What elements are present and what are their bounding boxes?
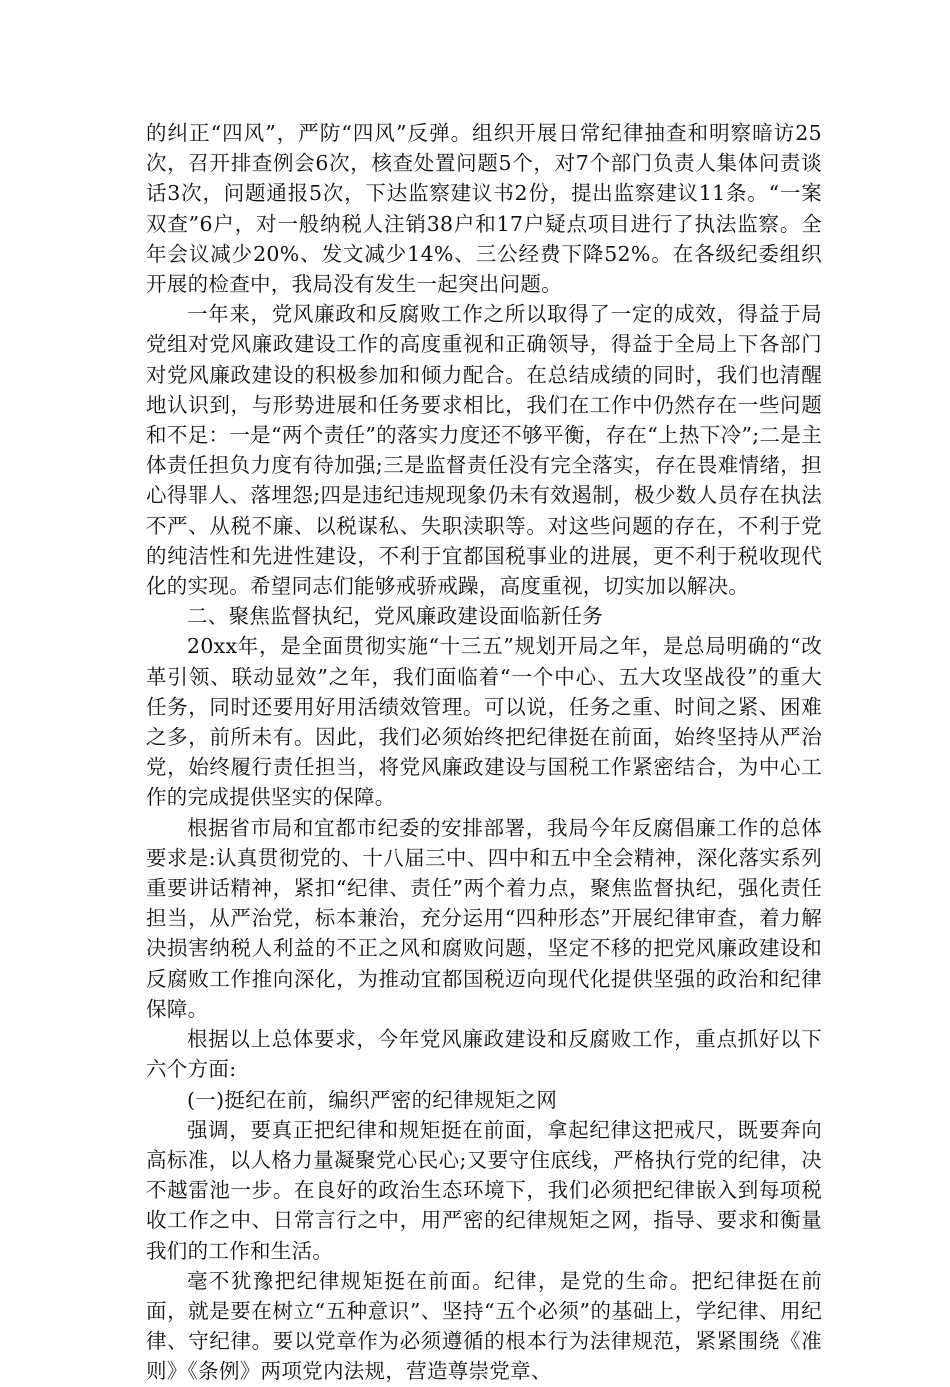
paragraph-overall-requirements: 根据省市局和宜都市纪委的安排部署，我局今年反腐倡廉工作的总体要求是:认真贯彻党的、十八届三中、四中和五中全会精神，深化落实系列重要讲话精神，紧扣“纪律、责任”两个着力点，聚焦监督执纪，强化责任担当，从严治党，标本兼治，充分运用“四种形态”开展纪律审查，着力解决损害纳税人利益的不正之风和腐败问题，坚定不移的把党风廉政建设和反腐败工作推向深化，为推动宜都国税迈向现代化提供坚强的政治和纪律保障。 [146, 815, 822, 1021]
document-body [146, 118, 822, 1387]
paragraph-year-tasks: 20xx年，是全面贯彻实施“十三五”规划开局之年，是总局明确的“改革引领、联动显效”之年，我们面临着“一个中心、五大攻坚战役”的重大任务，同时还要用好用活绩效管理。可以说，任务之重、时间之紧、困难之多，前所未有。因此，我们必须始终把纪律挺在前面，始终坚持从严治党，始终履行责任担当，将党风廉政建设与国税工作紧密结合，为中心工作的完成提供坚实的保障。 [146, 634, 822, 810]
paragraph-discipline-first: 毫不犹豫把纪律规矩挺在前面。纪律，是党的生命。把纪律挺在前面，就是要在树立“五种意识”、坚持“五个必须”的基础上，学纪律、用纪律、守纪律。要以党章作为必须遵循的根本行为法律规范，紧紧围绕《准则》《条例》两项党内法规，营造尊崇党章、 [146, 1268, 822, 1384]
paragraph-achievements-summary: 一年来，党风廉政和反腐败工作之所以取得了一定的成效，得益于局党组对党风廉政建设工作的高度重视和正确领导，得益于全局上下各部门对党风廉政建设的积极参加和倾力配合。在总结成绩的同时，我们也清醒地认识到，与形势进展和任务要求相比，我们在工作中仍然存在一些问题和不足：一是“两个责任”的落实力度还不够平衡，存在“上热下冷”;二是主体责任担负力度有待加强;三是监督责任没有完全落实，存在畏难情绪，担心得罪人、落埋怨;四是违纪违规现象仍未有效遏制，极少数人员存在执法不严、从税不廉、以税谋私、失职渎职等。对这些问题的存在，不利于党的纯洁性和先进性建设，不利于宜都国税事业的进展，更不利于税收现代化的实现。希望同志们能够戒骄戒躁，高度重视，切实加以解决。 [146, 302, 822, 599]
paragraph-six-aspects: 根据以上总体要求，今年党风廉政建设和反腐败工作，重点抓好以下六个方面: [146, 1027, 822, 1082]
paragraph-discipline-net: 强调，要真正把纪律和规矩挺在前面，拿起纪律这把戒尺，既要奔向高标准，以人格力量凝聚党心民心;又要守住底线，严格执行党的纪律，决不越雷池一步。在良好的政治生态环境下，我们必须把纪律嵌入到每项税收工作之中、日常言行之中，用严密的纪律规矩之网，指导、要求和衡量我们的工作和生活。 [146, 1117, 822, 1263]
paragraph-continuation: 的纠正“四风”，严防“四风”反弹。组织开展日常纪律抽查和明察暗访25次，召开排查例会6次，核查处置问题5个，对7个部门负责人集体问责谈话3次，问题通报5次，下达监察建议书2份，提出监察建议11条。“一案双查”6户，对一般纳税人注销38户和17户疑点项目进行了执法监察。全年会议减少20%、发文减少14%、三公经费下降52%。在各级纪委组织开展的检查中，我局没有发生一起突出问题。 [146, 121, 822, 297]
section-heading-two: 二、聚焦监督执纪，党风廉政建设面临新任务 [187, 604, 603, 629]
subsection-heading-one: (一)挺纪在前，编织严密的纪律规矩之网 [187, 1087, 558, 1112]
